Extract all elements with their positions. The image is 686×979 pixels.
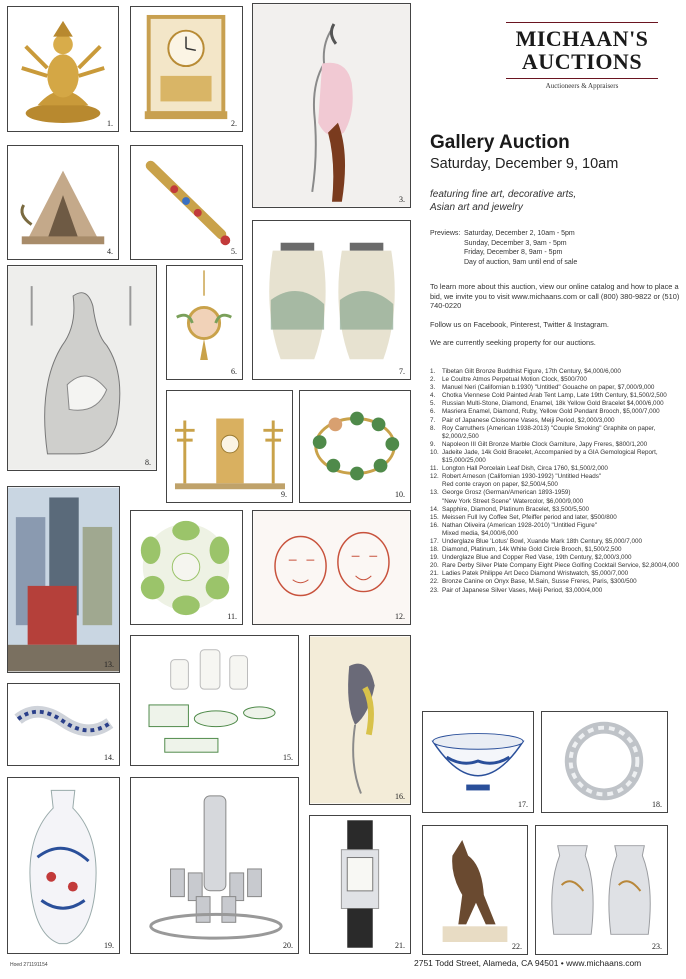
lot-list-item	[430, 538, 680, 546]
previews-label: Previews:	[430, 230, 461, 237]
lot-number: 21.	[395, 941, 405, 950]
untitled-figure-painting-icon	[310, 636, 410, 804]
lot-list-item	[430, 514, 680, 522]
lot-list-number: 9.	[430, 440, 436, 448]
lot-number: 22.	[512, 942, 522, 951]
lot-list-item	[430, 554, 680, 562]
lot-image-23	[535, 825, 668, 955]
lot-image-3	[252, 3, 411, 208]
lot-number: 9.	[281, 490, 287, 499]
lot-list-number: 22.	[430, 578, 439, 586]
lot-number: 16.	[395, 792, 405, 801]
lot-image-9	[166, 390, 293, 503]
lot-image-19	[7, 777, 120, 954]
lot-list-item	[430, 587, 680, 595]
lot-number: 17.	[518, 800, 528, 809]
bronze-canine-icon	[423, 826, 527, 954]
lot-number: 23.	[652, 942, 662, 951]
lot-image-8	[7, 265, 157, 471]
lot-list-description: Meissen Full Ivy Coffee Set, Pfeiffer period and later, $500/800	[442, 513, 617, 521]
lot-image-10	[299, 390, 411, 503]
lot-image-6	[166, 265, 243, 380]
lot-list-item	[430, 578, 680, 586]
lot-list-number: 8.	[430, 424, 436, 432]
previews-block	[430, 229, 680, 269]
lot-list-item	[430, 506, 680, 514]
lot-number: 8.	[145, 458, 151, 467]
lot-list-number: 6.	[430, 408, 436, 416]
lot-number: 5.	[231, 247, 237, 256]
cloisonne-vases-icon	[253, 221, 410, 379]
lot-list-number: 13.	[430, 489, 439, 497]
lot-image-7	[252, 220, 411, 380]
lot-number: 12.	[395, 612, 405, 621]
lot-list-description: Bronze Canine on Onyx Base, M.Sain, Susse Freres, Paris, $300/500	[442, 578, 637, 586]
lot-list-item	[430, 546, 680, 554]
lot-number: 11.	[227, 612, 237, 621]
preview-day: Day of auction, 9am until end of sale	[464, 258, 578, 266]
lot-number: 4.	[107, 247, 113, 256]
lot-list-description: Masriera Enamel, Diamond, Ruby, Yellow Gold Pendant Brooch, $5,000/7,000	[442, 408, 660, 416]
lot-list-description: Manuel Neri (Californian b.1930) "Untitled" Gouache on paper, $7,000/9,000	[442, 384, 655, 392]
lot-list-description: Rare Derby Silver Plate Company Eight Piece Golfing Cocktail Service, $2,800/4,000	[442, 562, 679, 570]
lot-image-15	[130, 635, 299, 766]
lot-list-number: 16.	[430, 521, 439, 529]
lot-list-item	[430, 489, 680, 505]
preview-day: Sunday, December 3, 9am - 5pm	[464, 239, 567, 247]
lot-number: 3.	[399, 195, 405, 204]
lot-list-description: Pair of Japanese Silver Vases, Meiji Period, $3,000/4,000	[442, 586, 603, 594]
lot-list-number: 18.	[430, 546, 439, 554]
lot-list-description: Chotka Viennese Cold Painted Arab Tent Lamp, Late 19th Century, $1,500/2,500	[442, 392, 667, 400]
preview-day: Friday, December 8, 9am - 5pm	[464, 249, 563, 256]
lot-list-item	[430, 562, 680, 570]
lot-list-description: Ladies Patek Philippe Art Deco Diamond Wristwatch, $5,000/7,000	[442, 570, 629, 578]
lot-list-item	[430, 408, 680, 416]
silver-vases-icon	[536, 826, 667, 954]
lot-list-description: Robert Arneson (Californian 1930-1992) "Untitled Heads" Red conte crayon on paper, $2,500/4,500	[442, 473, 602, 489]
lot-list-item	[430, 392, 680, 400]
lot-number: 2.	[231, 119, 237, 128]
lot-image-13	[7, 486, 120, 673]
brand-name-line1: MICHAAN'S	[515, 26, 649, 51]
lot-list-description: Tibetan Gilt Bronze Buddhist Figure, 17th Century, $4,000/6,000	[442, 368, 621, 375]
lot-list-number: 19.	[430, 554, 439, 562]
lot-number: 10.	[395, 490, 405, 499]
buddha-figure-icon	[8, 7, 118, 131]
online-catalog-info: To learn more about this auction, view our online catalog and how to place a bid, we invite you to visit www.michaans.com or call (800) 380-9822 or (510) 740-0220	[430, 282, 680, 310]
lot-list-description: Underglaze Blue 'Lotus' Bowl, Xuande Mark 18th Century, $5,000/7,000	[442, 537, 643, 545]
lot-list-description: George Grosz (German/American 1893-1959) "New York Street Scene" Watercolor, $6,000/9,000	[442, 489, 584, 505]
circle-brooch-icon	[542, 712, 667, 812]
lot-list-number: 4.	[430, 392, 436, 400]
previews-days	[464, 229, 577, 267]
lot-number: 19.	[104, 941, 114, 950]
couple-smoking-drawing-icon	[8, 266, 156, 470]
lot-image-1	[7, 6, 119, 132]
lot-list-number: 2.	[430, 376, 436, 384]
wristwatch-icon	[310, 816, 410, 953]
lot-list-number: 14.	[430, 505, 439, 513]
lot-image-14	[7, 683, 120, 766]
brand-tagline: Auctioneers & Appraisers	[545, 82, 619, 90]
lot-list-number: 1.	[430, 368, 436, 375]
lot-list-item	[430, 368, 680, 376]
lot-list-item	[430, 384, 680, 392]
lot-list-description: Underglaze Blue and Copper Red Vase, 19th Century, $2,000/3,000	[442, 554, 632, 562]
lot-list-description: Le Coultre Atmos Perpetual Motion Clock, $500/700	[442, 376, 587, 384]
lot-list-number: 15.	[430, 513, 439, 521]
lot-list-number: 12.	[430, 473, 439, 481]
pendant-brooch-icon	[167, 266, 242, 379]
lot-list-description: Nathan Oliveira (American 1928-2010) "Untitled Figure" Mixed media, $4,000/6,000	[442, 521, 597, 537]
lot-list-number: 7.	[430, 416, 436, 424]
tent-lamp-icon	[8, 146, 118, 259]
gouache-figure-icon	[253, 4, 410, 207]
untitled-heads-drawing-icon	[253, 511, 410, 624]
lot-list-item	[430, 425, 680, 441]
leaf-dish-icon	[131, 511, 242, 624]
bracelet-icon	[131, 146, 242, 259]
lotus-bowl-icon	[423, 712, 533, 812]
auction-date: Saturday, December 9, 10am	[430, 156, 619, 172]
lot-list-description: Longton Hall Porcelain Leaf Dish, Circa 1760, $1,500/2,000	[442, 465, 608, 473]
lot-list-number: 17.	[430, 537, 439, 545]
lot-number: 20.	[283, 941, 293, 950]
lot-number: 18.	[652, 800, 662, 809]
jade-bracelet-icon	[300, 391, 410, 502]
lot-list-item	[430, 465, 680, 473]
lot-list-number: 5.	[430, 400, 436, 408]
lot-image-16	[309, 635, 411, 805]
lot-list-item	[430, 522, 680, 538]
street-scene-watercolor-icon	[8, 487, 119, 672]
lot-list-number: 10.	[430, 448, 439, 456]
footer-address: 2751 Todd Street, Alameda, CA 94501 • www.michaans.com	[414, 958, 642, 968]
clock-garniture-icon	[167, 391, 292, 502]
auction-featuring: featuring fine art, decorative arts, Asian art and jewelry	[430, 189, 577, 213]
lot-list-number: 3.	[430, 384, 436, 392]
lot-number: 15.	[283, 753, 293, 762]
lot-list	[430, 368, 680, 595]
lot-list-item	[430, 441, 680, 449]
consign-info: We are currently seeking property for our auctions.	[430, 338, 596, 347]
lot-list-item	[430, 417, 680, 425]
lot-image-2	[130, 6, 243, 132]
lot-list-item	[430, 473, 680, 489]
logo-bottom-rule	[506, 78, 658, 79]
lot-list-number: 21.	[430, 570, 439, 578]
lot-image-5	[130, 145, 243, 260]
lot-image-4	[7, 145, 119, 260]
lot-list-description: Diamond, Platinum, 14k White Gold Circle Brooch, $1,500/2,500	[442, 546, 622, 554]
lot-list-description: Napoleon III Gilt Bronze Marble Clock Garniture, Japy Freres, $800/1,200	[442, 440, 648, 448]
blue-red-vase-icon	[8, 778, 119, 953]
lot-image-21	[309, 815, 411, 954]
lot-list-number: 20.	[430, 562, 439, 570]
social-info: Follow us on Facebook, Pinterest, Twitter & Instagram.	[430, 320, 609, 329]
lot-list-number: 11.	[430, 465, 439, 473]
lot-image-12	[252, 510, 411, 625]
lot-image-22	[422, 825, 528, 955]
atmos-clock-icon	[131, 7, 242, 131]
lot-list-item	[430, 400, 680, 408]
lot-list-item	[430, 570, 680, 578]
lot-number: 1.	[107, 119, 113, 128]
lot-number: 7.	[399, 367, 405, 376]
lot-number: 13.	[104, 660, 114, 669]
lot-list-description: Pair of Japanese Cloisonne Vases, Meiji Period, $2,000/3,000	[442, 416, 615, 424]
logo-top-rule	[506, 22, 658, 23]
cocktail-service-icon	[131, 778, 298, 953]
lot-list-description: Russian Multi-Stone, Diamond, Enamel, 18k Yellow Gold Bracelet $4,000/6,000	[442, 400, 664, 408]
sapphire-bracelet-icon	[8, 684, 119, 765]
lot-number: 6.	[231, 367, 237, 376]
lot-image-20	[130, 777, 299, 954]
lot-list-description: Roy Carruthers (American 1938-2013) "Couple Smoking" Graphite on paper, $2,000/2,500	[442, 424, 656, 440]
lot-image-11	[130, 510, 243, 625]
lot-list-number: 23.	[430, 586, 439, 594]
lot-number: 14.	[104, 753, 114, 762]
lot-list-description: Sapphire, Diamond, Platinum Bracelet, $3,500/5,500	[442, 505, 590, 513]
brand-name-line2: AUCTIONS	[521, 49, 643, 74]
lot-list-description: Jadeite Jade, 14k Gold Bracelet, Accompanied by a GIA Gemological Report, $15,000/25,000	[442, 448, 658, 465]
lot-list-item	[430, 449, 680, 465]
lot-image-18	[541, 711, 668, 813]
auction-title: Gallery Auction	[430, 132, 570, 153]
lot-image-17	[422, 711, 534, 813]
lot-list-item	[430, 376, 680, 384]
coffee-set-icon	[131, 636, 298, 765]
print-code: Hoed 271191154	[10, 962, 48, 968]
brand-logo	[506, 22, 658, 90]
preview-day: Saturday, December 2, 10am - 5pm	[464, 230, 575, 237]
